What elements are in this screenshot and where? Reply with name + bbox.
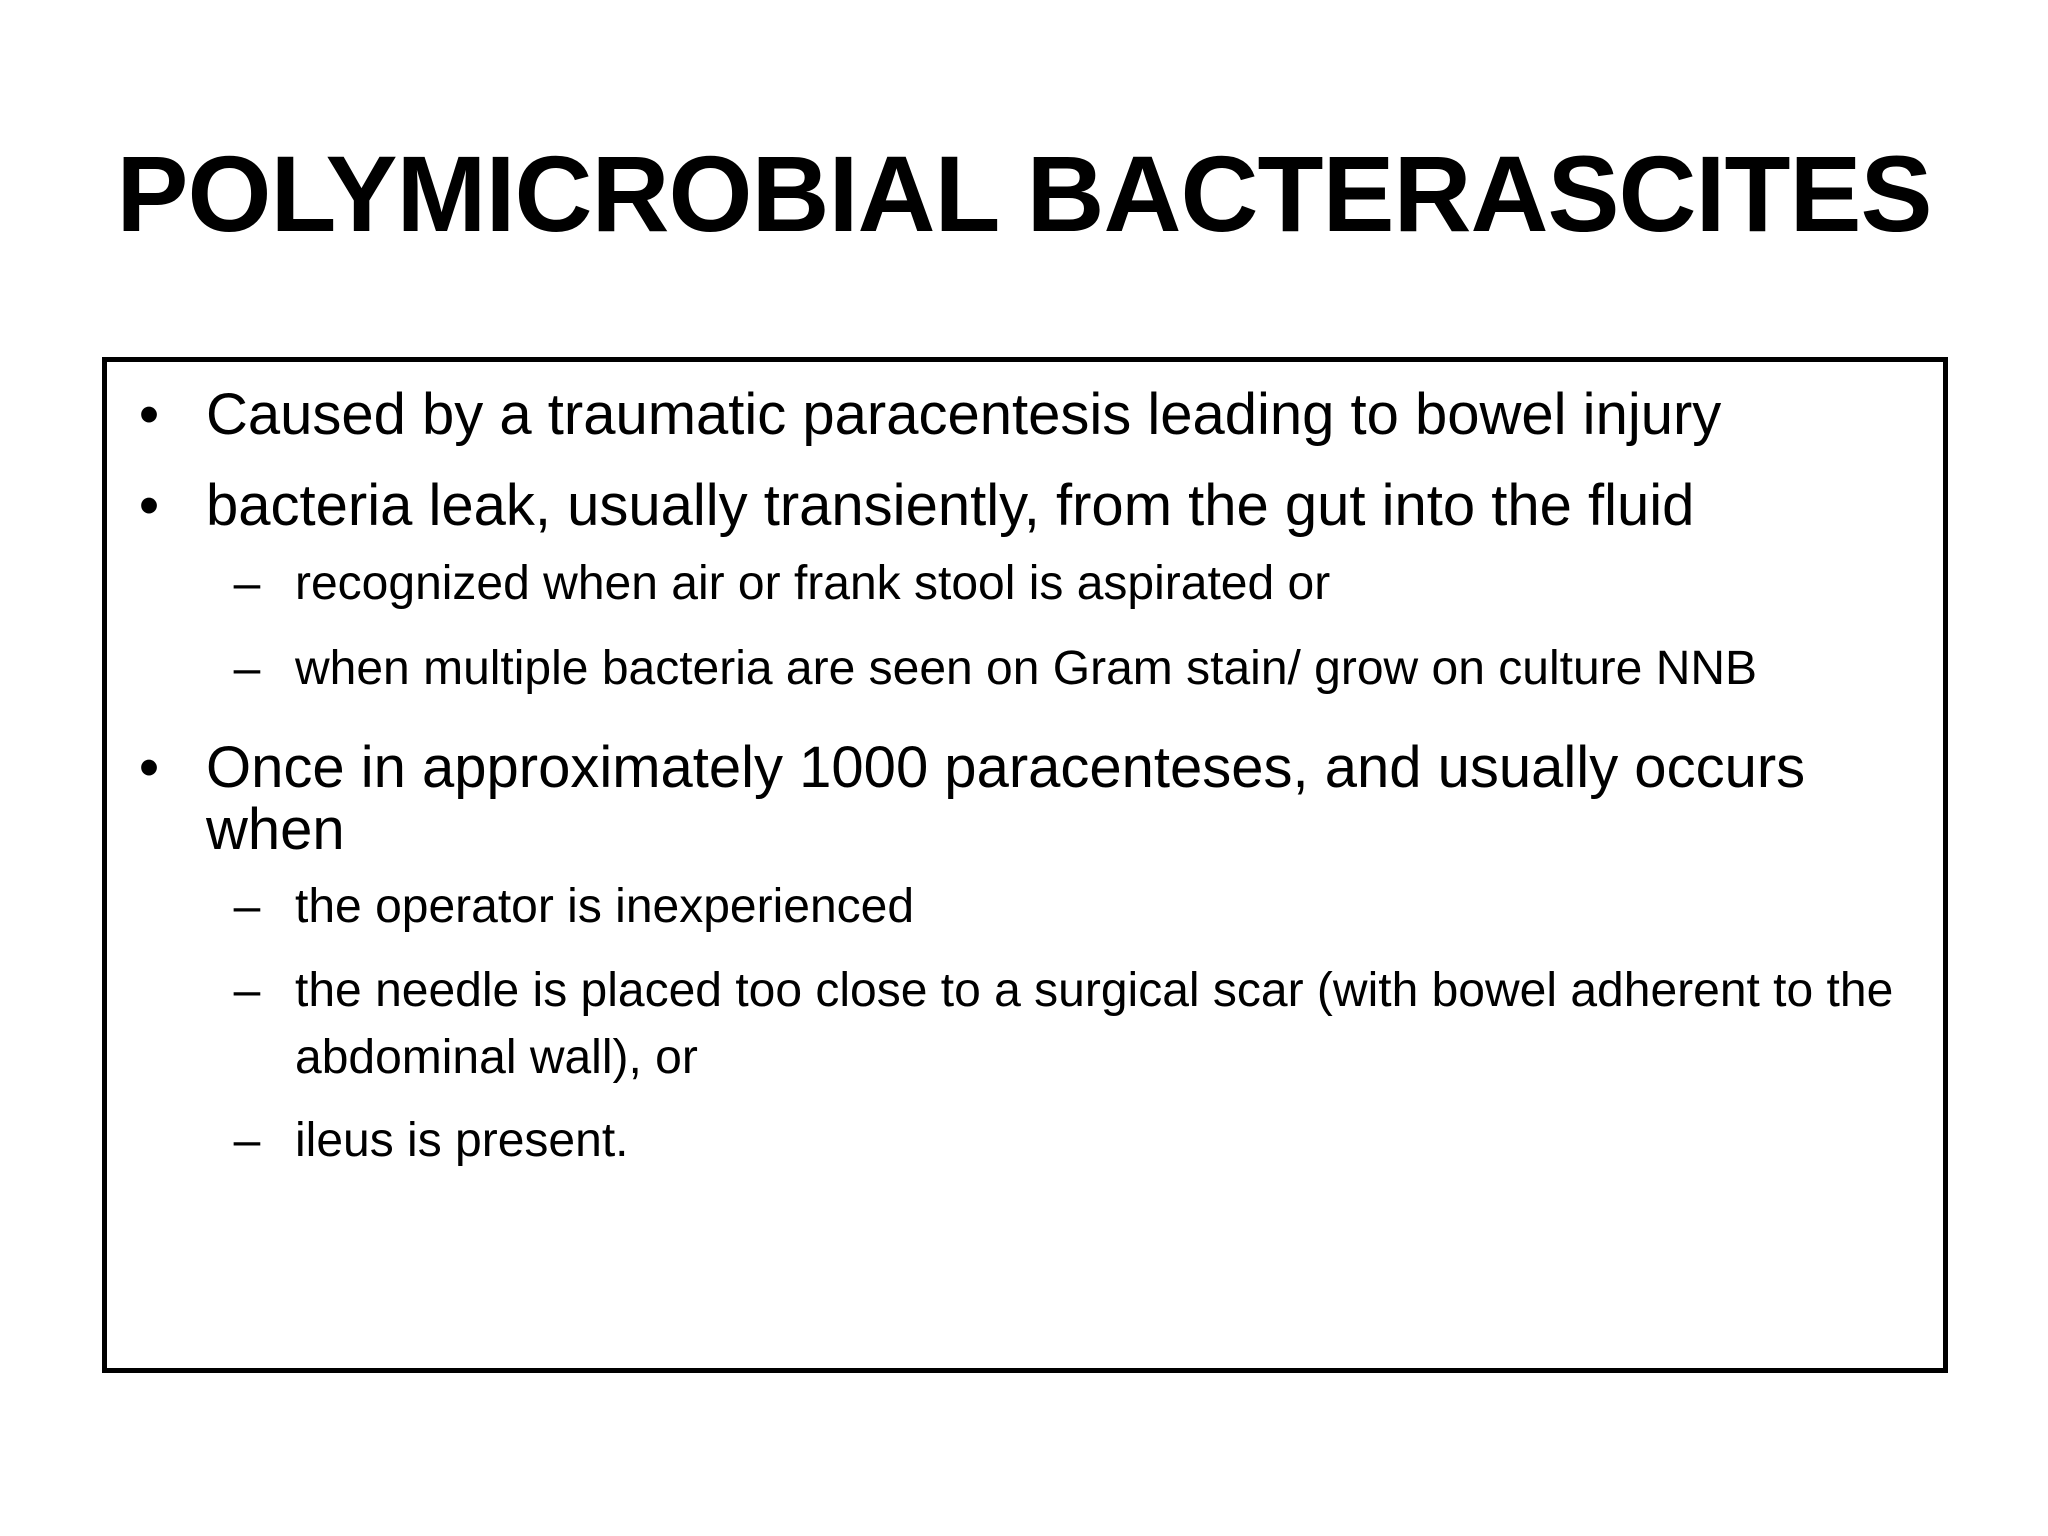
bullet-marker: • [138,735,160,801]
dash-marker: – [233,880,261,934]
bullet-text: Caused by a traumatic paracentesis leading to bowel injury [206,382,1722,447]
bullet-item [107,473,1943,539]
bullet-item [107,737,1943,860]
sub-bullet-text: when multiple bacteria are seen on Gram stain/ grow on culture NNB [295,641,1758,695]
sub-bullet-text: the needle is placed too close to a surgical scar (with bowel adherent to the abdominal wall), or [295,963,1894,1084]
bullet-item [107,384,1943,445]
bullet-marker: • [138,473,160,539]
sub-bullet-text: the operator is inexperienced [295,880,915,934]
bullet-marker: • [138,382,160,447]
dash-marker: – [233,1114,261,1168]
sub-bullet-text: ileus is present. [295,1114,629,1168]
content-box [102,357,1948,1373]
dash-marker: – [233,641,261,695]
bullet-list [107,384,1943,1191]
slide-title: POLYMICROBIAL BACTERASCITES [116,133,1932,254]
sub-bullet-item [107,1106,1943,1176]
sub-bullet-item [107,549,1943,619]
sub-bullet-item [107,957,1943,1091]
dash-marker: – [233,556,261,610]
sub-bullet-text: recognized when air or frank stool is aspirated or [295,556,1331,610]
bullet-text: Once in approximately 1000 paracenteses, and usually occurs when [206,735,1806,862]
bullet-text: bacteria leak, usually transiently, from the gut into the fluid [206,473,1695,539]
sub-bullet-item [107,872,1943,942]
sub-bullet-item [107,634,1943,704]
dash-marker: – [233,963,261,1017]
